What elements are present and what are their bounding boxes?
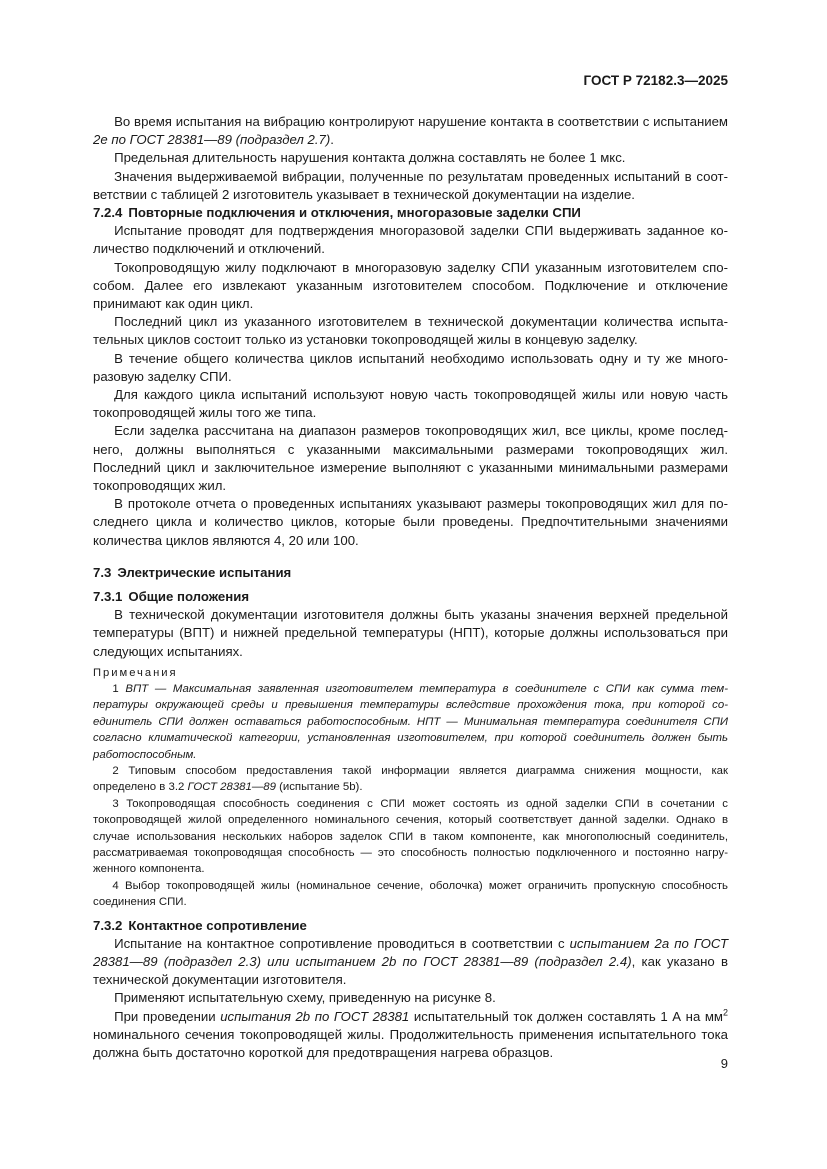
section-heading (93, 564, 728, 582)
section-number: 7.3.2 (93, 917, 123, 933)
text-run: 2 Типовым способом предоставления такой информации является диаграмма снижения мощности, как определено в 3.2 (93, 764, 728, 794)
paragraph (93, 989, 728, 1007)
text-run: испытания 2b по ГОСТ 28381 (220, 1008, 410, 1024)
page-number: 9 (720, 1056, 728, 1071)
text-run: Предельная длительность нарушения контакта должна составлять не более 1 мкс. (114, 150, 626, 166)
text-run: 3 Токопроводящая способность соединения с СПИ может состоять из одной заделки СПИ в сочетании с токопроводящей жилой определенного номинального сечения, который соответствует данной заделки. Однако в случае использования нескольких наборов заделок СПИ в таком компоненте, как многополюсный соединитель, рассматриваемая токопроводящая способность — это способность полностью подключенного и постоянно нагруженного компонента. (93, 797, 728, 876)
paragraph (93, 313, 728, 349)
text-run: ГОСТ 28381—89 (187, 781, 276, 794)
text-run: Токопроводящую жилу подключают в многоразовую заделку СПИ указанным изготовителем способом. Далее его извлекают указанным изготовителем способом. Подключение и отключение принимают как один цикл. (93, 259, 728, 312)
text-run: 2 (723, 1007, 729, 1018)
section-title: Электрические испытания (117, 564, 292, 580)
spacer (93, 550, 728, 564)
text-run: Если заделка рассчитана на диапазон размеров токопроводящих жил, все циклы, кроме последнего, должны выполняться с указанными максимальными размерами токопроводящих жил. Последний цикл и заключительное измерение выполняют с указанными минимальными размерами токопроводящих жил. (93, 423, 728, 494)
text-run: . (330, 132, 334, 148)
text-run: ВПТ — Максимальная заявленная изготовителем температура в соединителе с СПИ как сумма температуры окружающей среды и превышения температуры вследствие прохождения тока, при которой соединитель СПИ должен оставаться работоспособным. НПТ — Минимальная температура соединителя СПИ согласно климатической категории, установленная изготовителем, при которой соединитель должен быть работоспособным. (93, 682, 729, 761)
note-item (93, 681, 728, 763)
text-run: , как указано в технической документации изготовителя. (93, 953, 729, 988)
note-item (93, 878, 728, 911)
text-run: В технической документации изготовителя должны быть указаны значения верхней предельной температуры (ВПТ) и нижней предельной температуры (НПТ), которые должны использоваться при следующих испытаниях. (93, 607, 728, 659)
text-run: Применяют испытательную схему, приведенную на рисунке 8. (114, 990, 496, 1006)
notes-title: Примечания (93, 666, 178, 679)
text-run: Последний цикл из указанного изготовителем в технической документации количества испытательных циклов состоит только из установки токопроводящей жилы в концевую заделку. (93, 314, 728, 348)
section-heading (93, 917, 728, 935)
paragraph (93, 222, 728, 258)
text-run: 4 Выбор токопроводящей жилы (номинальное сечение, оболочка) может ограничить пропускную способность соединения СПИ. (93, 879, 728, 909)
text-run: испытательный ток должен составлять 1 А на мм (409, 1008, 723, 1024)
paragraph (93, 350, 728, 386)
paragraph (93, 149, 728, 167)
text-run: Во время испытания на вибрацию контролируют нарушение контакта в соответствии с испытанием (114, 114, 728, 129)
text-run: испытанием 2а по ГОСТ 28381—89 (подраздел 2.3) или испытанием 2b по ГОСТ 28381—89 (подраздел 2.4) (93, 935, 729, 969)
text-run: При проведении (114, 1008, 221, 1024)
note-item (93, 796, 728, 878)
text-run: 1 (112, 682, 126, 695)
section-number: 7.3.1 (93, 589, 123, 605)
text-run: Испытание на контактное сопротивление проводиться в соответствии с (114, 935, 570, 951)
document-header: ГОСТ Р 72182.3—2025 (583, 73, 728, 88)
section-heading (93, 588, 728, 606)
section-number: 7.2.4 (93, 205, 123, 221)
paragraph (93, 386, 728, 422)
paragraph (93, 606, 728, 661)
note-item (93, 763, 728, 796)
text-run: Для каждого цикла испытаний используют новую часть токопроводящей жилы или новую часть токопроводящей жилы того же типа. (93, 387, 728, 421)
text-run: Значения выдерживаемой вибрации, полученные по результатам проведенных испытаний в соответствии с таблицей 2 изготовитель указывает в технической документации на изделие. (93, 168, 728, 202)
text-run: В протоколе отчета о проведенных испытаниях указывают размеры токопроводящих жил для последнего цикла и количество циклов, которые были проведены. Предпочтительными значениями количества циклов являются 4, 20 или 100. (93, 496, 728, 548)
paragraph (93, 935, 728, 990)
paragraph (93, 422, 728, 495)
text-run: 2e по ГОСТ 28381—89 (подраздел 2.7) (93, 132, 331, 148)
paragraph (93, 113, 728, 149)
section-title: Контактное сопротивление (128, 917, 307, 933)
paragraph (93, 168, 728, 204)
section-title: Общие положения (128, 589, 250, 605)
paragraph (93, 259, 728, 314)
text-run: Испытание проводят для подтверждения многоразовой заделки СПИ выдерживать заданное количество подключений и отключений. (93, 223, 728, 257)
section-number: 7.3 (93, 564, 112, 580)
section-heading (93, 204, 728, 222)
paragraph (93, 1008, 728, 1063)
document-body (93, 113, 728, 1062)
text-run: (испытание 5b). (275, 781, 363, 794)
section-title: Повторные подключения и отключения, многоразовые заделки СПИ (128, 205, 581, 221)
paragraph (93, 495, 728, 550)
text-run: В течение общего количества циклов испытаний необходимо использовать одну и ту же многоразовую заделку СПИ. (93, 350, 728, 384)
text-run: номинального сечения токопроводящей жилы. Продолжительность применения испытательного тока должна быть достаточно короткой для предотвращения нагрева образцов. (93, 1026, 728, 1060)
